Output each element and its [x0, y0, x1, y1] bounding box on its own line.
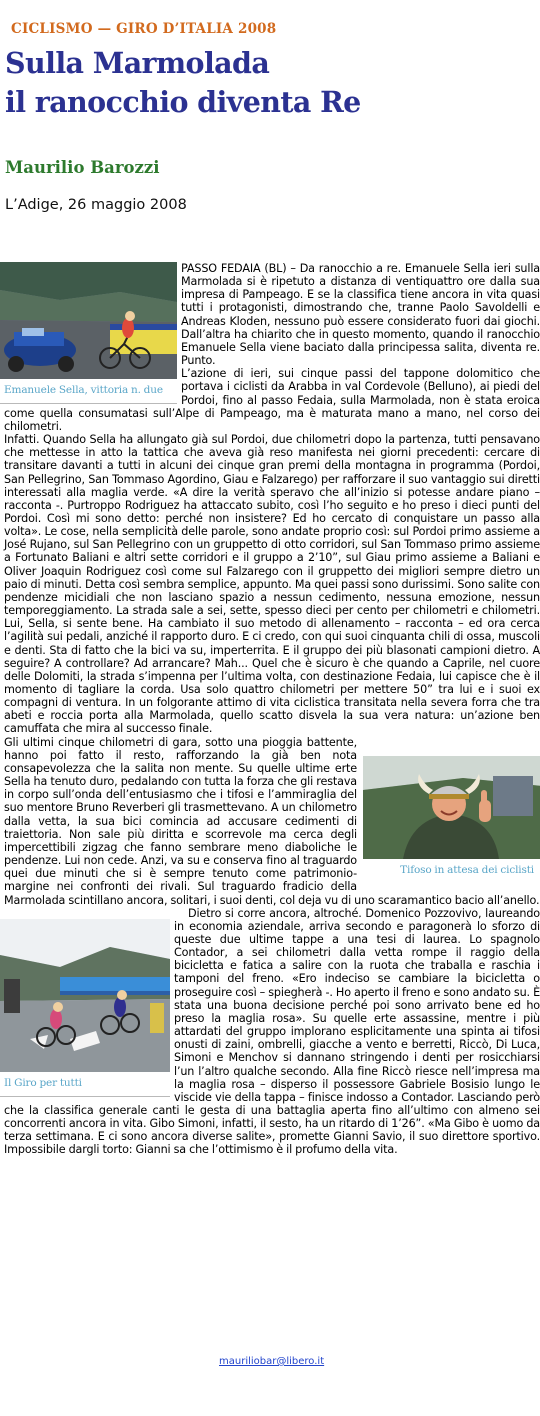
- article-title: [5, 44, 361, 122]
- author-byline: Maurilio Barozzi: [5, 158, 160, 177]
- figure-fan-waiting: [363, 756, 540, 883]
- cyclist-team-car-photo: [0, 262, 177, 379]
- paragraph-5: Dietro si corre ancora, altroché. Domenico Pozzovivo, laureando in economia aziendale, arriva secondo e paragonerà lo sforzo di queste due ultime tappe a una tesi di laurea. Lo spagnolo Contador, a sei chilometri dalla vetta rompe il raggio della bicicletta e fatica a salire con la ruota che traballa e raschia i tamponi del freno. «Ero indeciso se cambiare la bicicletta o proseguire così – spiegherà -. Ho aperto il freno e sono andato su. È stata una buona decisione perché poi sono arrivato bene ed ho preso la maglia rosa». Su quelle erte assassine, mentre i più attardati del gruppo implorano esplicitamente una spinta ai tifosi onusti di zaini, ombrelli, giacche a vento e berretti, Riccò, Di Luca, Simoni e Menchov si dannano stringendo i denti per rosicchiarsi l’un l’altro qualche secondo. Alla fine Riccò riesce nell’impresa ma la maglia rosa – disperso il possessore Gabriele Bosisio lungo le viscide vie della tappa – finisce indosso a Contador. Lasciando però che la classifica generale canti le gesta di una battaglia aperta fino all’ultimo con almeno sei concorrenti ancora in vita. Gibo Simoni, infatti, il sesto, ha un ritardo di 1’26”. «Ma Gibo è uomo da terza settimana. E ci sono ancora diverse salite», promette Gianni Savio, il suo direttore sportivo. Impossibile dargli torto: Gianni sa che l’ottimismo è il profumo della vita.: [4, 906, 540, 1157]
- caption-giro-for-all: Il Giro per tutti: [0, 1072, 170, 1097]
- article-title-line-2: il ranocchio diventa Re: [5, 85, 361, 119]
- author-email-link[interactable]: mauriliobar@libero.it: [219, 1356, 325, 1367]
- paragraph-1: PASSO FEDAIA (BL) – Da ranocchio a re. Emanuele Sella ieri sulla Marmolada si è ripetuto a distanza di ventiquattro ore dalla sua impresa di Pampeago. E se la classifica tiene ancora in vita quasi tutti i protagonisti, dimostrando che, tranne Paolo Savoldelli e Andreas Kloden, nessuno può essere considerato fuori dai giochi. Dall’altra ha chiarito che in questo momento, quando il ranocchio Emanuele Sella viene baciato dalla principessa salita, diventa re. Punto.: [181, 262, 540, 368]
- paragraph-4: Gli ultimi cinque chilometri di gara, sotto una pioggia battente, hanno poi fatto il resto, rafforzando la già ben nota consapevolezza che la salita non mente. Su quelle ultime erte Sella ha tenuto duro, pedalando con tutta la forza che gli restava in corpo sull’onda dell’entusiasmo che i tifosi e l’ammiraglia del suo mentore Bruno Reverberi gli trasmettevano. A un chilometro dalla vetta, la sua bici comincia ad accusare cedimenti di traiettoria. Non sale più diritta e scorrevole ma cerca degli impercettibili zigzag che fanno sembrare meno diaboliche le pendenze. Lui non cede. Anzi, va su e conserva fino al traguardo quei due minuti che si è sempre tenuto come patrimonio-margine nei confronti dei rivali. Sul traguardo fradicio della Marmolada scintillano ancora, solitari, i suoi denti, col deja vu di uno scaramantico bacio all’anello.: [4, 735, 540, 907]
- publication-source: L’Adige, 26 maggio 2008: [5, 197, 187, 213]
- paragraph-2: L’azione di ieri, sui cinque passi del tappone dolomitico che portava i ciclisti da Arabba in val Cordevole (Belluno), ai piedi del Pordoi, fino al passo Fedaia, sulla Marmolada, non è stata eroica come quella consumatasi sull’Alpe di Pampeago, ma è maturata mano a mano, nel corso dei chilometri.: [4, 367, 540, 433]
- section-kicker: CICLISMO — GIRO D’ITALIA 2008: [11, 21, 277, 37]
- article-title-line-1: Sulla Marmolada: [5, 46, 270, 80]
- paragraph-3: Infatti. Quando Sella ha allungato già sul Pordoi, due chilometri dopo la partenza, tutti pensavano che mettesse in atto la tattica che aveva già reso manifesta nei giorni precedenti: cercare di transitare davanti a tutti in alcuni dei cinque gran premi della montagna in programma (Pordoi, San Pellegrino, San Tommaso Agordino, Giau e Falzarego) per rafforzare il suo vantaggio sui diretti interessati alla maglia verde. «A dire la verità speravo che all’inizio si potesse andare piano – racconta -. Purtroppo Rodriguez ha attaccato subito, così l’ho seguito e ho preso i dieci punti del Pordoi. Così mi sono detto: perché non insistere? Ed ho cercato di conquistare un passo alla volta». Le cose, nella semplicità delle parole, sono andate proprio così: sul Pordoi primo assieme a José Rujano, sul San Pellegrino con un gruppetto di otto corridori, sul San Tommaso primo assieme a Fortunato Baliani e altri sette corridori e il gruppo a 2’10”, sul Giau primo assieme a Baliani e Oliver Joaquin Rodriguez così come sul Falzarego con il gruppetto dei migliori sempre dietro un paio di minuti. Detta così sembra semplice, appunto. Ma quei passi sono durissimi. Sono salite con pendenze micidiali che non lasciano spazio a nessun cedimento, nessuna emozione, nessun temporeggiamento. La strada sale a sei, sette, spesso dieci per cento per chilometri e chilometri. Lui, Sella, si sente bene. Ha cambiato il suo metodo di allenamento – racconta – ed ora cerca l’agilità sui pedali, anziché il rapporto duro. E ci credo, con qui suoi cinquanta chili di ossa, muscoli e denti. Sta di fatto che la bici va su, imperterrita. E il gruppo dei più blasonati campioni dietro. A seguire? A controllare? Ad arrancare? Mah... Quel che è sicuro è che quando a Caprile, nel cuore delle Dolomiti, la strada s’impenna per l’ultima volta, con destinazione Fedaia, lui capisce che è il momento di tagliare la corda. Usa solo quattro chilometri per mettere 50” tra lui e i suoi ex compagni di ventura. In un folgorante attimo di vita ciclistica transitata nella severa forra che tra abeti e roccia porta alla Marmolada, quello scatto disvela la sua vera natura: un’azione ben camuffata che mira al successo finale.: [4, 433, 540, 736]
- figure-giro-for-all: [0, 919, 170, 1097]
- giro-crowd-photo: [0, 919, 170, 1072]
- caption-fan-waiting: Tifoso in attesa dei ciclisti: [400, 863, 534, 876]
- caption-sella-victory: Emanuele Sella, vittoria n. due: [0, 379, 177, 404]
- article-body: [4, 262, 540, 1157]
- fan-viking-helmet-photo: [363, 756, 540, 859]
- figure-sella-victory: [0, 262, 177, 404]
